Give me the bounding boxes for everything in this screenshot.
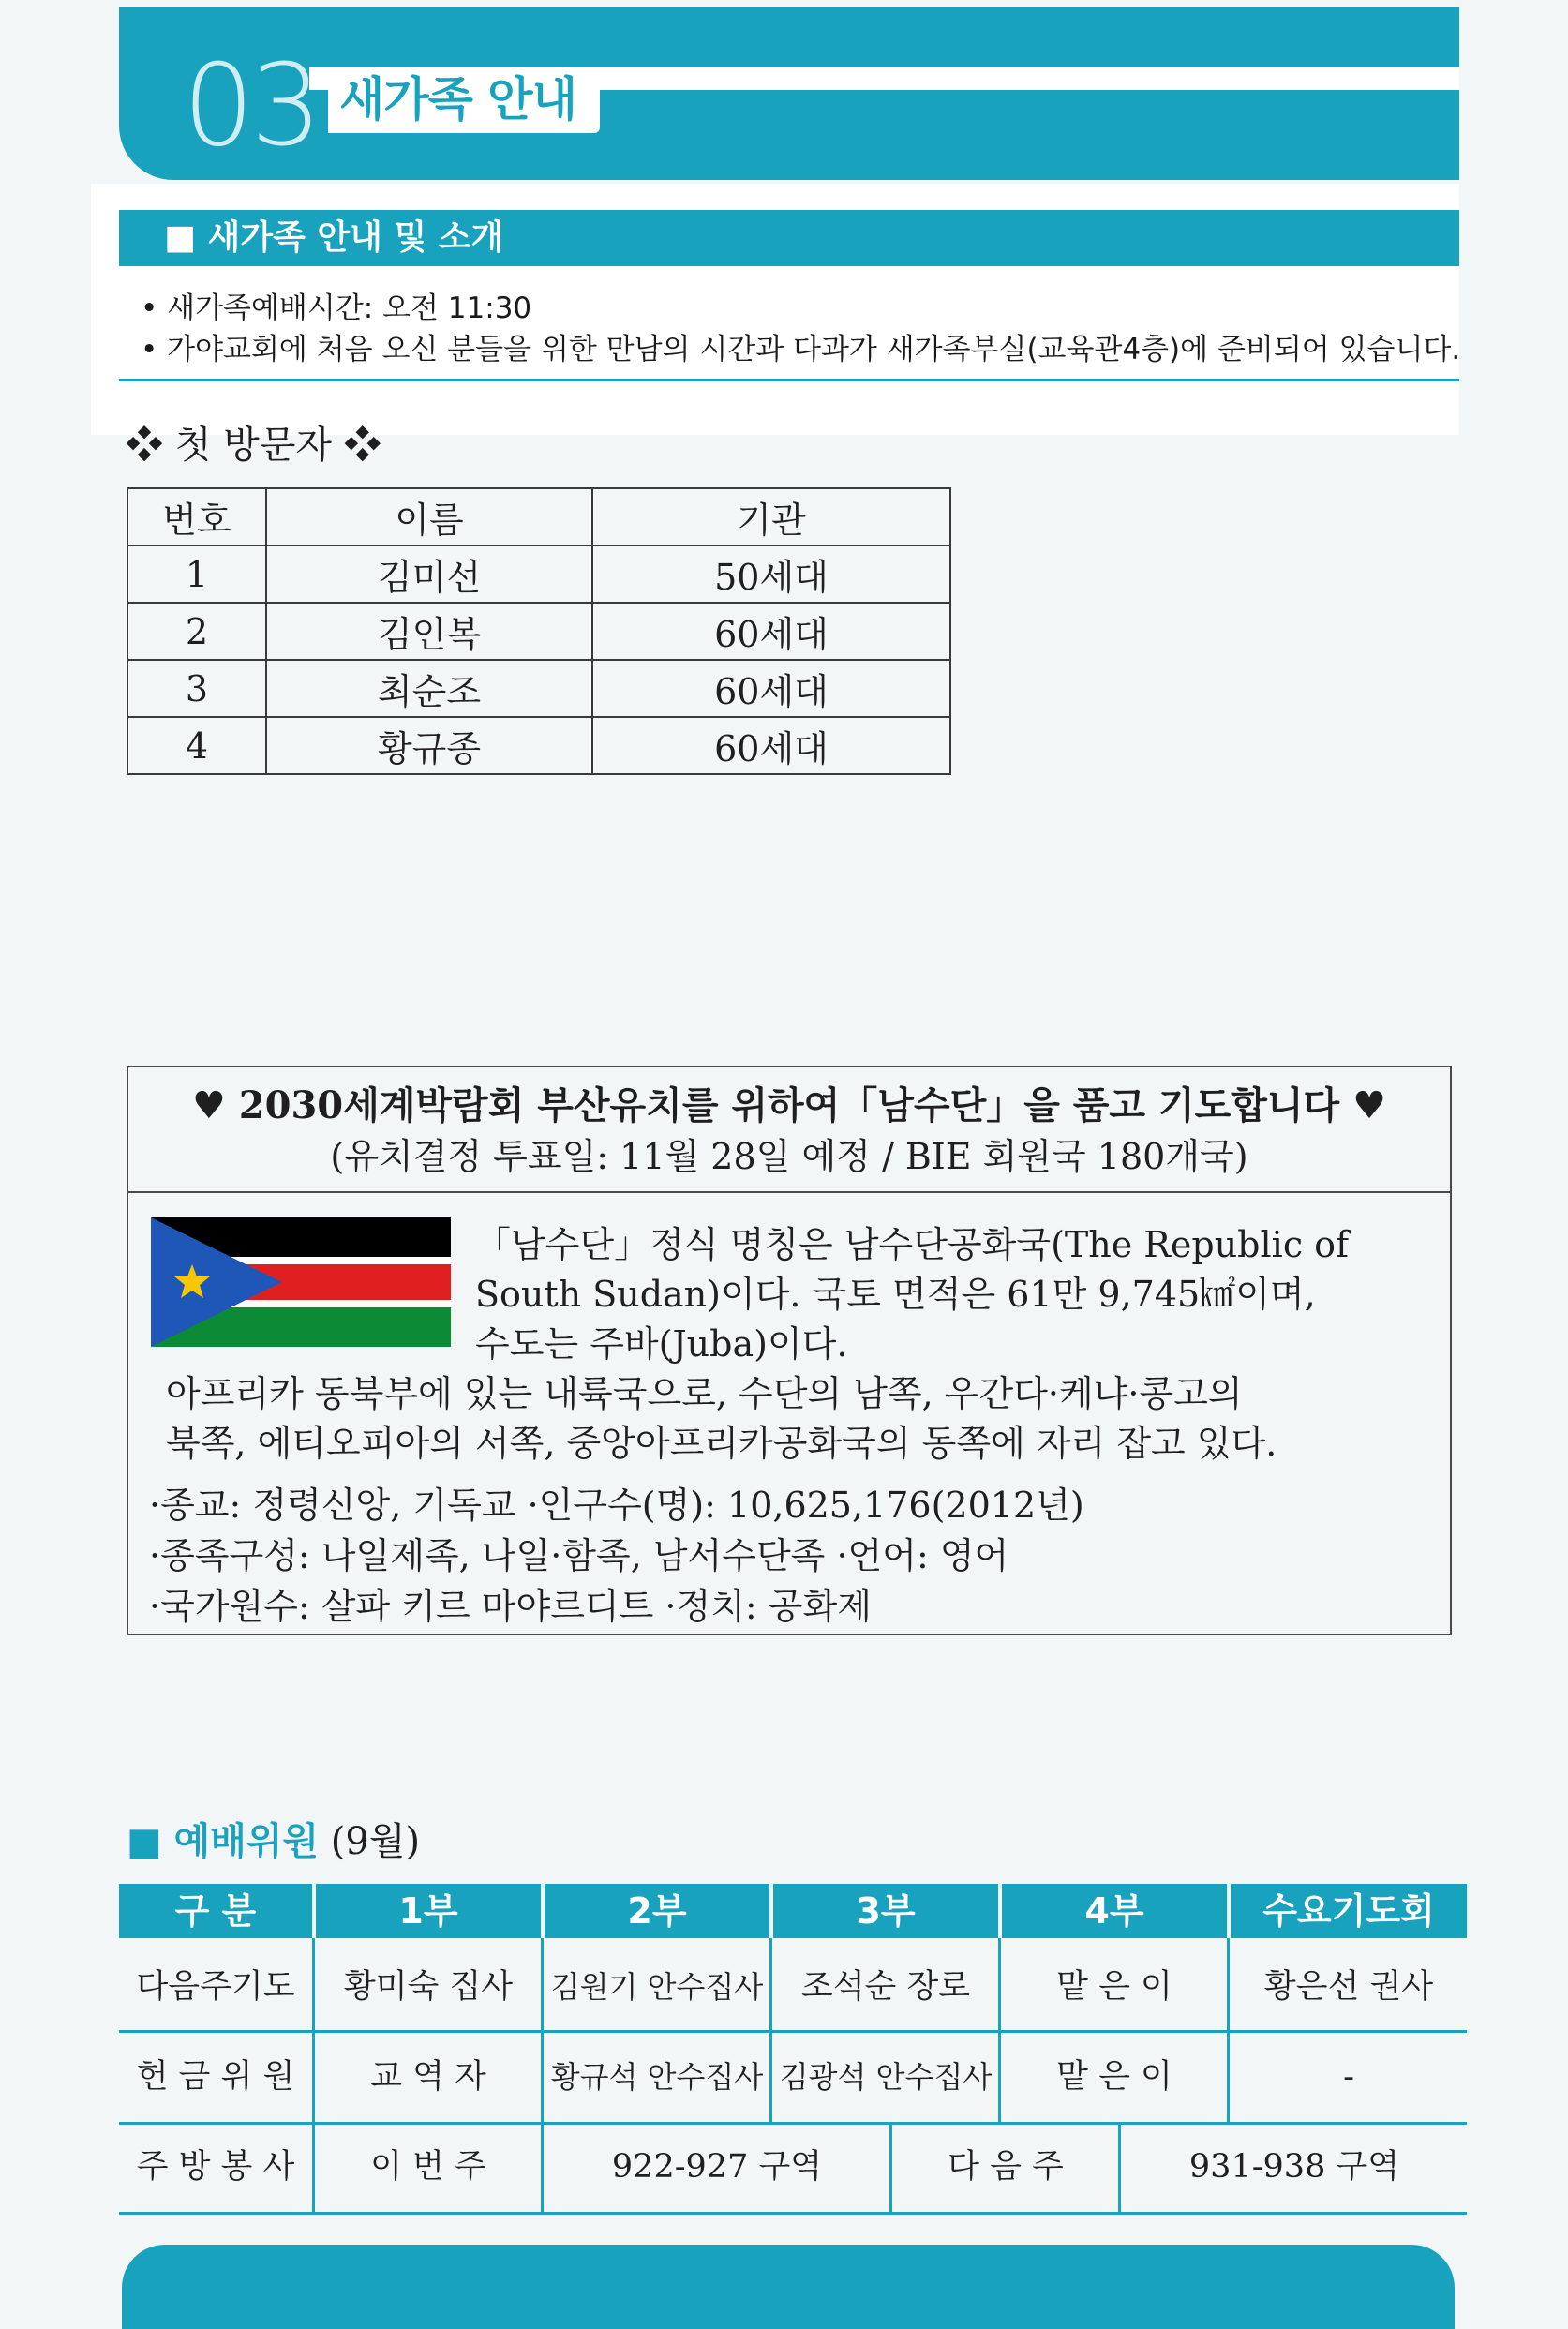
table-cell: 50세대 <box>592 545 950 603</box>
column-header: 3부 <box>773 1884 998 1938</box>
prayer-divider <box>128 1191 1450 1193</box>
table-cell: 최순조 <box>266 660 592 717</box>
table-row <box>127 717 950 774</box>
column-header: 4부 <box>1002 1884 1227 1938</box>
prayer-line: 아프리카 동북부에 있는 내륙국으로, 수단의 남쪽, 우간다·케냐·콩고의 <box>166 1373 1243 1414</box>
visitors-table <box>127 487 951 775</box>
table-row <box>127 545 950 603</box>
column-header: 1부 <box>316 1884 541 1938</box>
column-header: 이름 <box>266 488 592 545</box>
table-cell: 다 음 주 <box>948 2148 1064 2186</box>
column-header: 수요기도회 <box>1231 1884 1467 1938</box>
prayer-title: ♥ 2030세계박람회 부산유치를 위하여「남수단」을 품고 기도합니다 ♥ <box>192 1083 1386 1127</box>
row-label: 다음주기도 <box>136 1968 295 2006</box>
prayer-line: South Sudan)이다. 국토 면적은 61만 9,745㎢이며, <box>475 1274 1316 1315</box>
table-cell: - <box>1343 2058 1354 2096</box>
row-label: 헌 금 위 원 <box>136 2058 295 2096</box>
col-divider <box>541 2122 544 2215</box>
prayer-fact: ·종교: 정령신앙, 기독교 ·인구수(명): 10,625,176(2012년) <box>149 1485 1084 1526</box>
col-divider <box>889 2122 892 2215</box>
table-cell: 맡 은 이 <box>1056 2058 1172 2096</box>
page-title: 새가족 안내 <box>339 72 576 127</box>
table-row <box>127 603 950 660</box>
worship-title <box>127 1818 420 1865</box>
worship-title-text: 예배위원 <box>173 1820 320 1863</box>
prayer-box <box>127 1066 1452 1635</box>
table-cell: 60세대 <box>592 717 950 774</box>
col-divider <box>312 1938 315 2215</box>
worship-month: (9월) <box>330 1820 421 1863</box>
table-cell: 김원기 안수집사 <box>550 1969 764 2005</box>
intro-note: • 가야교회에 처음 오신 분들을 위한 만남의 시간과 다과가 새가족부실(교육관4층)에 준비되어 있습니다. <box>141 333 1461 366</box>
col-divider <box>998 1938 1001 2122</box>
row-label: 주 방 봉 사 <box>136 2148 295 2186</box>
column-header: 2부 <box>545 1884 769 1938</box>
column-header: 기관 <box>592 488 950 545</box>
table-cell: 이 번 주 <box>370 2148 486 2186</box>
table-cell: 황미숙 집사 <box>343 1968 514 2006</box>
worship-table <box>119 1884 1467 2215</box>
prayer-subtitle: (유치결정 투표일: 11월 28일 예정 / BIE 회원국 180개국) <box>330 1136 1248 1177</box>
table-cell: 2 <box>127 603 266 660</box>
header-curve <box>600 90 1459 180</box>
table-cell: 황규종 <box>266 717 592 774</box>
table-cell: 931-938 구역 <box>1188 2148 1400 2186</box>
table-cell: 60세대 <box>592 660 950 717</box>
col-divider <box>769 1938 772 2122</box>
prayer-line: 북쪽, 에티오피아의 서쪽, 중앙아프리카공화국의 동쪽에 자리 잡고 있다. <box>166 1423 1277 1464</box>
visitors-heading: ❖ 첫 방문자 ❖ <box>126 424 381 467</box>
prayer-line: 「남수단」정식 명칭은 남수단공화국(The Republic of <box>475 1224 1350 1265</box>
row-divider <box>119 2122 1467 2125</box>
prayer-line: 수도는 주바(Juba)이다. <box>475 1323 848 1365</box>
worship-title-mark: ■ <box>127 1820 162 1863</box>
col-divider <box>1227 1938 1230 2122</box>
table-cell: 김미선 <box>266 545 592 603</box>
table-cell: 922-927 구역 <box>611 2148 823 2186</box>
south-sudan-flag <box>151 1217 451 1347</box>
intro-note: • 새가족예배시간: 오전 11:30 <box>141 291 532 325</box>
footer-band <box>122 2245 1455 2329</box>
table-cell: 맡 은 이 <box>1056 1968 1172 2006</box>
table-cell: 1 <box>127 545 266 603</box>
table-row <box>127 660 950 717</box>
col-divider <box>1118 2122 1121 2215</box>
intro-divider <box>119 379 1459 381</box>
column-header: 구 분 <box>119 1884 312 1938</box>
table-cell: 황은선 권사 <box>1263 1968 1434 2006</box>
intro-title: ■ 새가족 안내 및 소개 <box>164 218 504 257</box>
col-divider <box>541 1938 544 2122</box>
row-divider <box>119 2030 1467 2033</box>
prayer-fact: ·종족구성: 나일제족, 나일·함족, 남서수단족 ·언어: 영어 <box>149 1535 1009 1576</box>
table-cell: 교 역 자 <box>370 2058 486 2096</box>
table-cell: 김광석 안수집사 <box>779 2059 993 2095</box>
row-divider <box>119 2212 1467 2215</box>
table-header-row <box>127 488 950 545</box>
table-cell: 황규석 안수집사 <box>550 2059 764 2095</box>
table-cell: 60세대 <box>592 603 950 660</box>
section-number: 03 <box>183 41 319 172</box>
prayer-fact: ·국가원수: 살파 키르 마야르디트 ·정치: 공화제 <box>149 1586 872 1627</box>
table-cell: 3 <box>127 660 266 717</box>
table-cell: 4 <box>127 717 266 774</box>
table-cell: 조석순 장로 <box>800 1968 971 2006</box>
column-header: 번호 <box>127 488 266 545</box>
table-cell: 김인복 <box>266 603 592 660</box>
